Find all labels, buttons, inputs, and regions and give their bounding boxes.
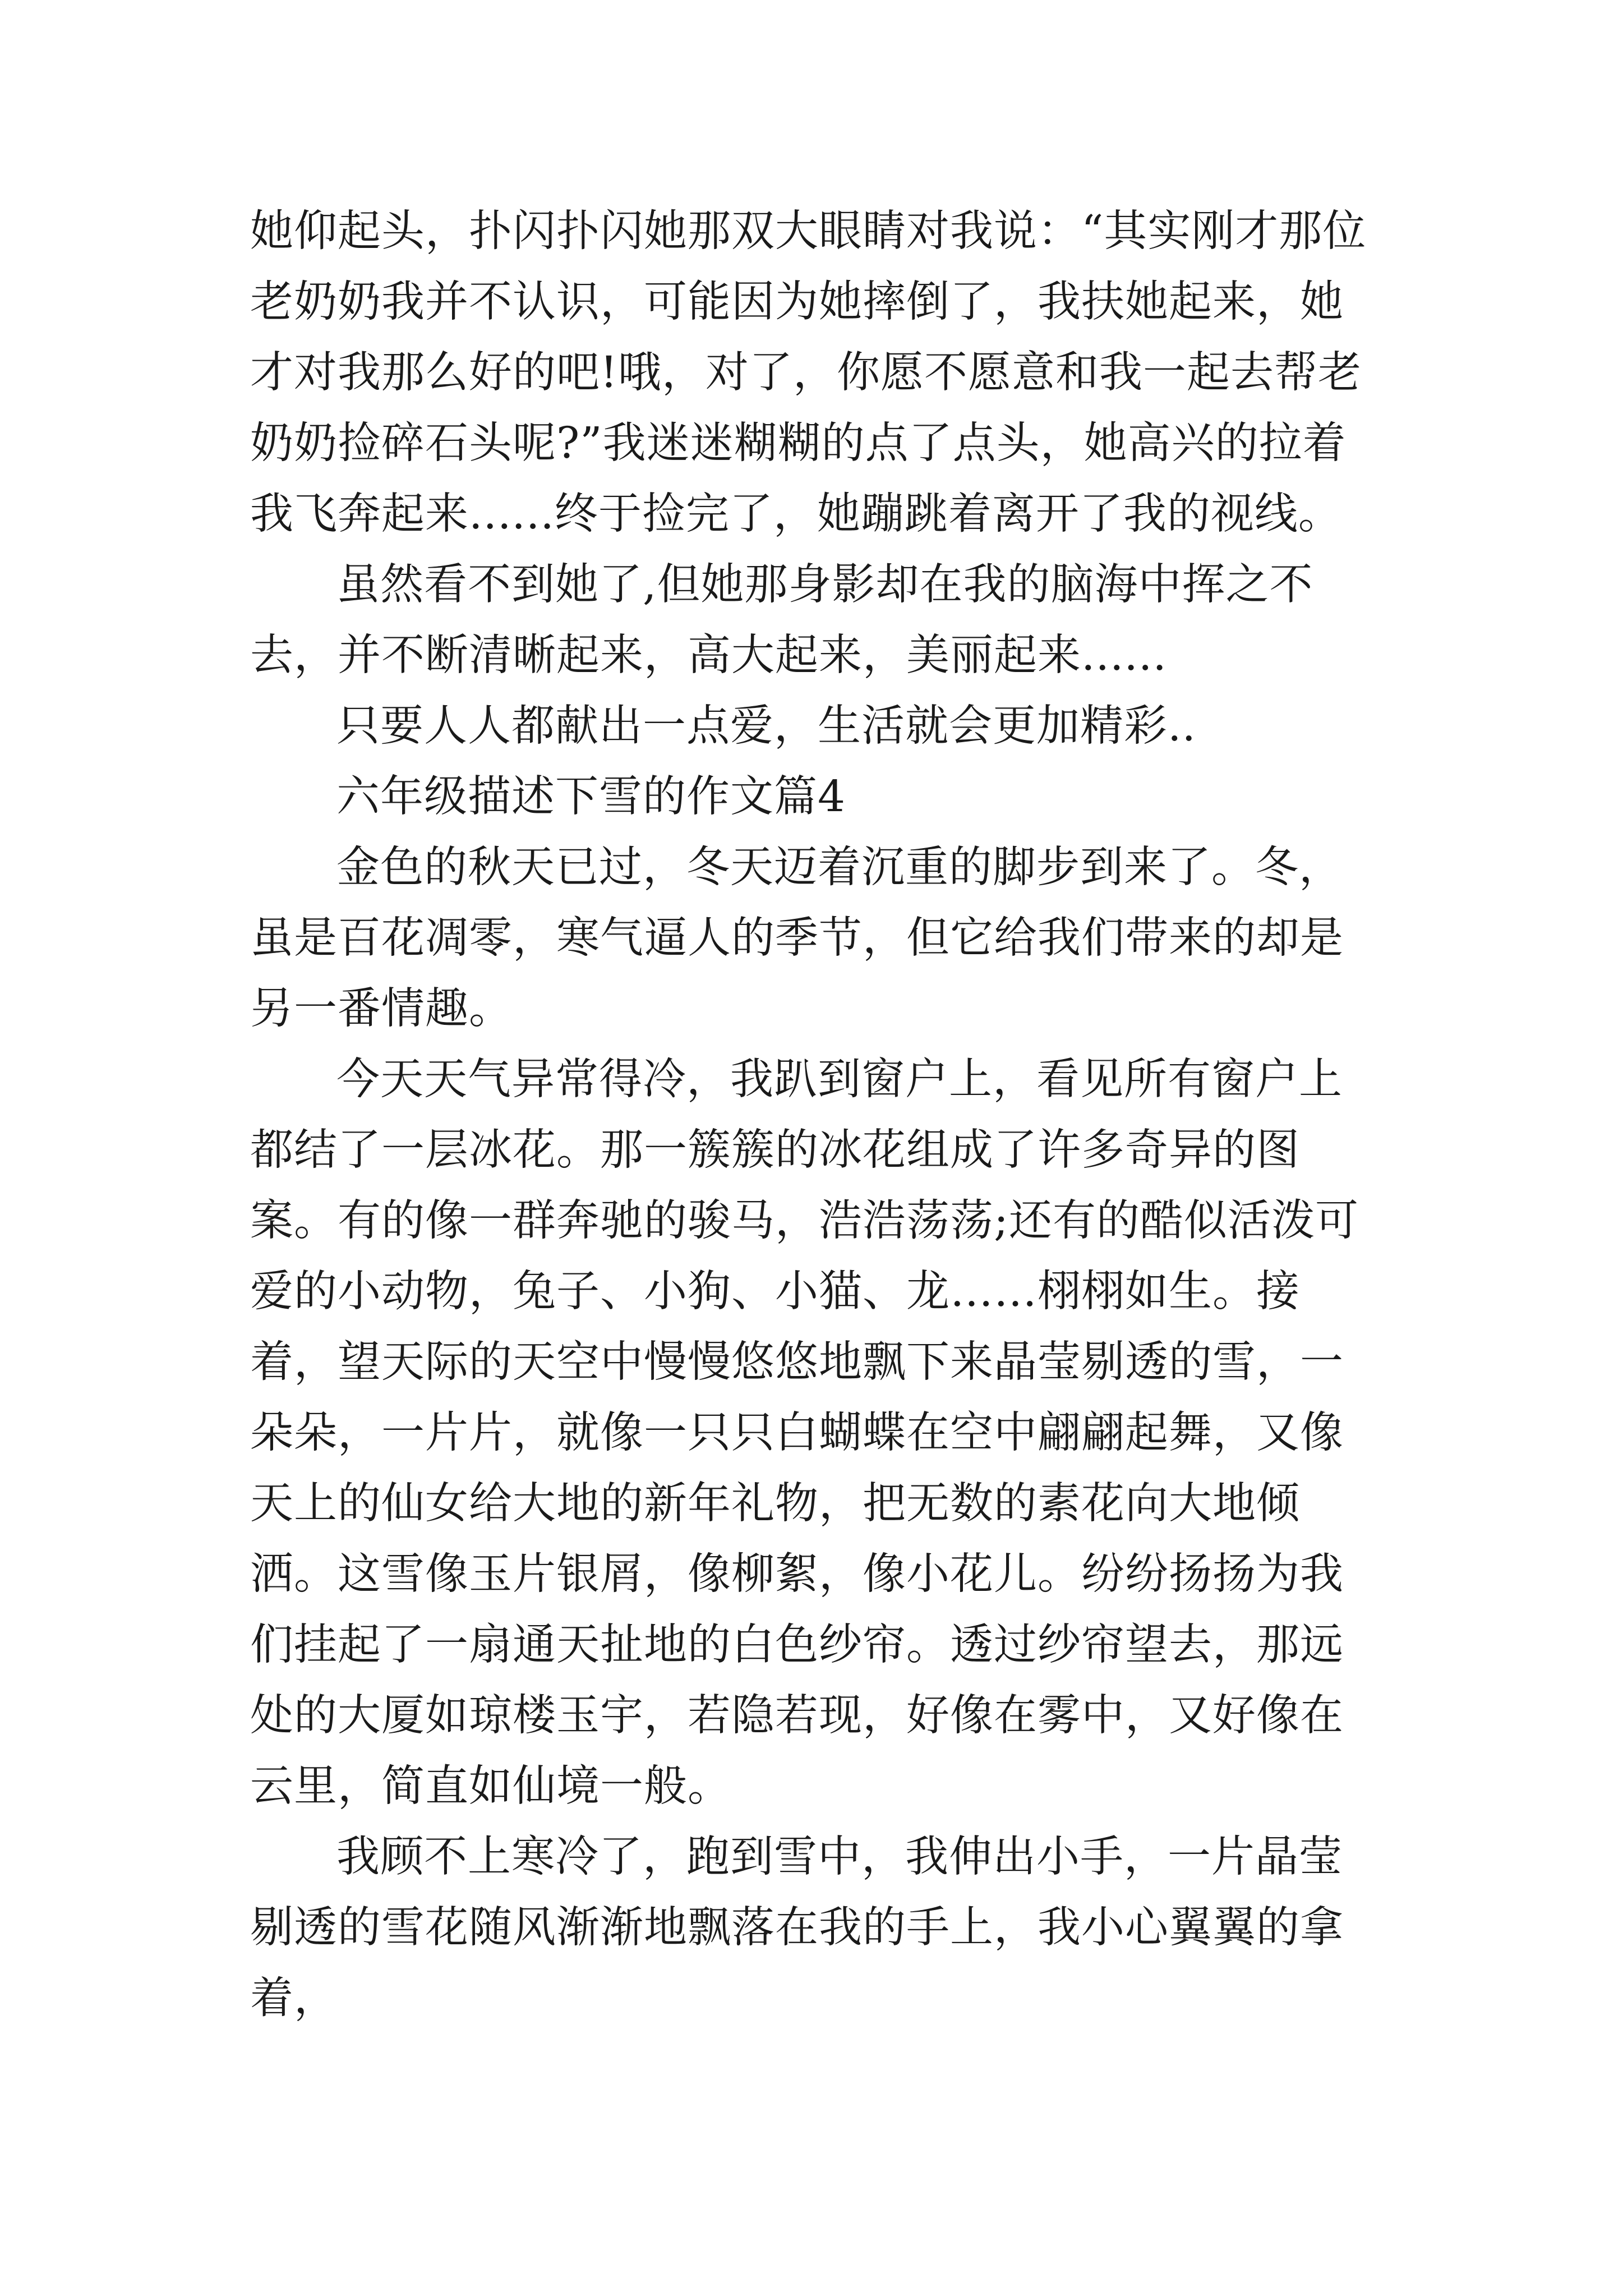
- section-heading: 六年级描述下雪的作文篇4: [336, 772, 846, 822]
- paragraph: 我顾不上寒冷了，跑到雪中，我伸出小手，一片晶莹剔透的雪花随风渐渐地飘落在我的手上，我小心翼翼的拿着，: [250, 1832, 1344, 2023]
- paragraph: 金色的秋天已过，冬天迈着沉重的脚步到来了。冬，虽是百花凋零，寒气逼人的季节，但它给我们带来的却是另一番情趣。: [250, 843, 1344, 1034]
- document-body: [250, 196, 1377, 2034]
- paragraph: 她仰起头，扑闪扑闪她那双大眼睛对我说：“其实刚才那位老奶奶我并不认识，可能因为她摔倒了，我扶她起来，她才对我那么好的吧!哦，对了，你愿不愿意和我一起去帮老奶奶捡碎石头呢?”我迷迷糊糊的点了点头，她高兴的拉着我飞奔起来......终于捡完了，她蹦跳着离开了我的视线。: [250, 206, 1367, 539]
- paragraph: 今天天气异常得冷，我趴到窗户上，看见所有窗户上都结了一层冰花。那一簇簇的冰花组成了许多奇异的图案。有的像一群奔驰的骏马，浩浩荡荡;还有的酷似活泼可爱的小动物，兔子、小狗、小猫、龙……栩栩如生。接着，望天际的天空中慢慢悠悠地飘下来晶莹剔透的雪，一朵朵，一片片，就像一只只白蝴蝶在空中翩翩起舞，又像天上的仙女给大地的新年礼物，把无数的素花向大地倾洒。这雪像玉片银屑，像柳絮，像小花儿。纷纷扬扬为我们挂起了一扇通天扯地的白色纱帘。透过纱帘望去，那远处的大厦如琼楼玉宇，若隐若现，好像在雾中，又好像在云里，简直如仙境一般。: [250, 1055, 1359, 1811]
- paragraph: 虽然看不到她了,但她那身影却在我的脑海中挥之不去，并不断清晰起来，高大起来，美丽起来......: [250, 560, 1313, 680]
- paragraph: 只要人人都献出一点爱，生活就会更加精彩..: [336, 701, 1196, 751]
